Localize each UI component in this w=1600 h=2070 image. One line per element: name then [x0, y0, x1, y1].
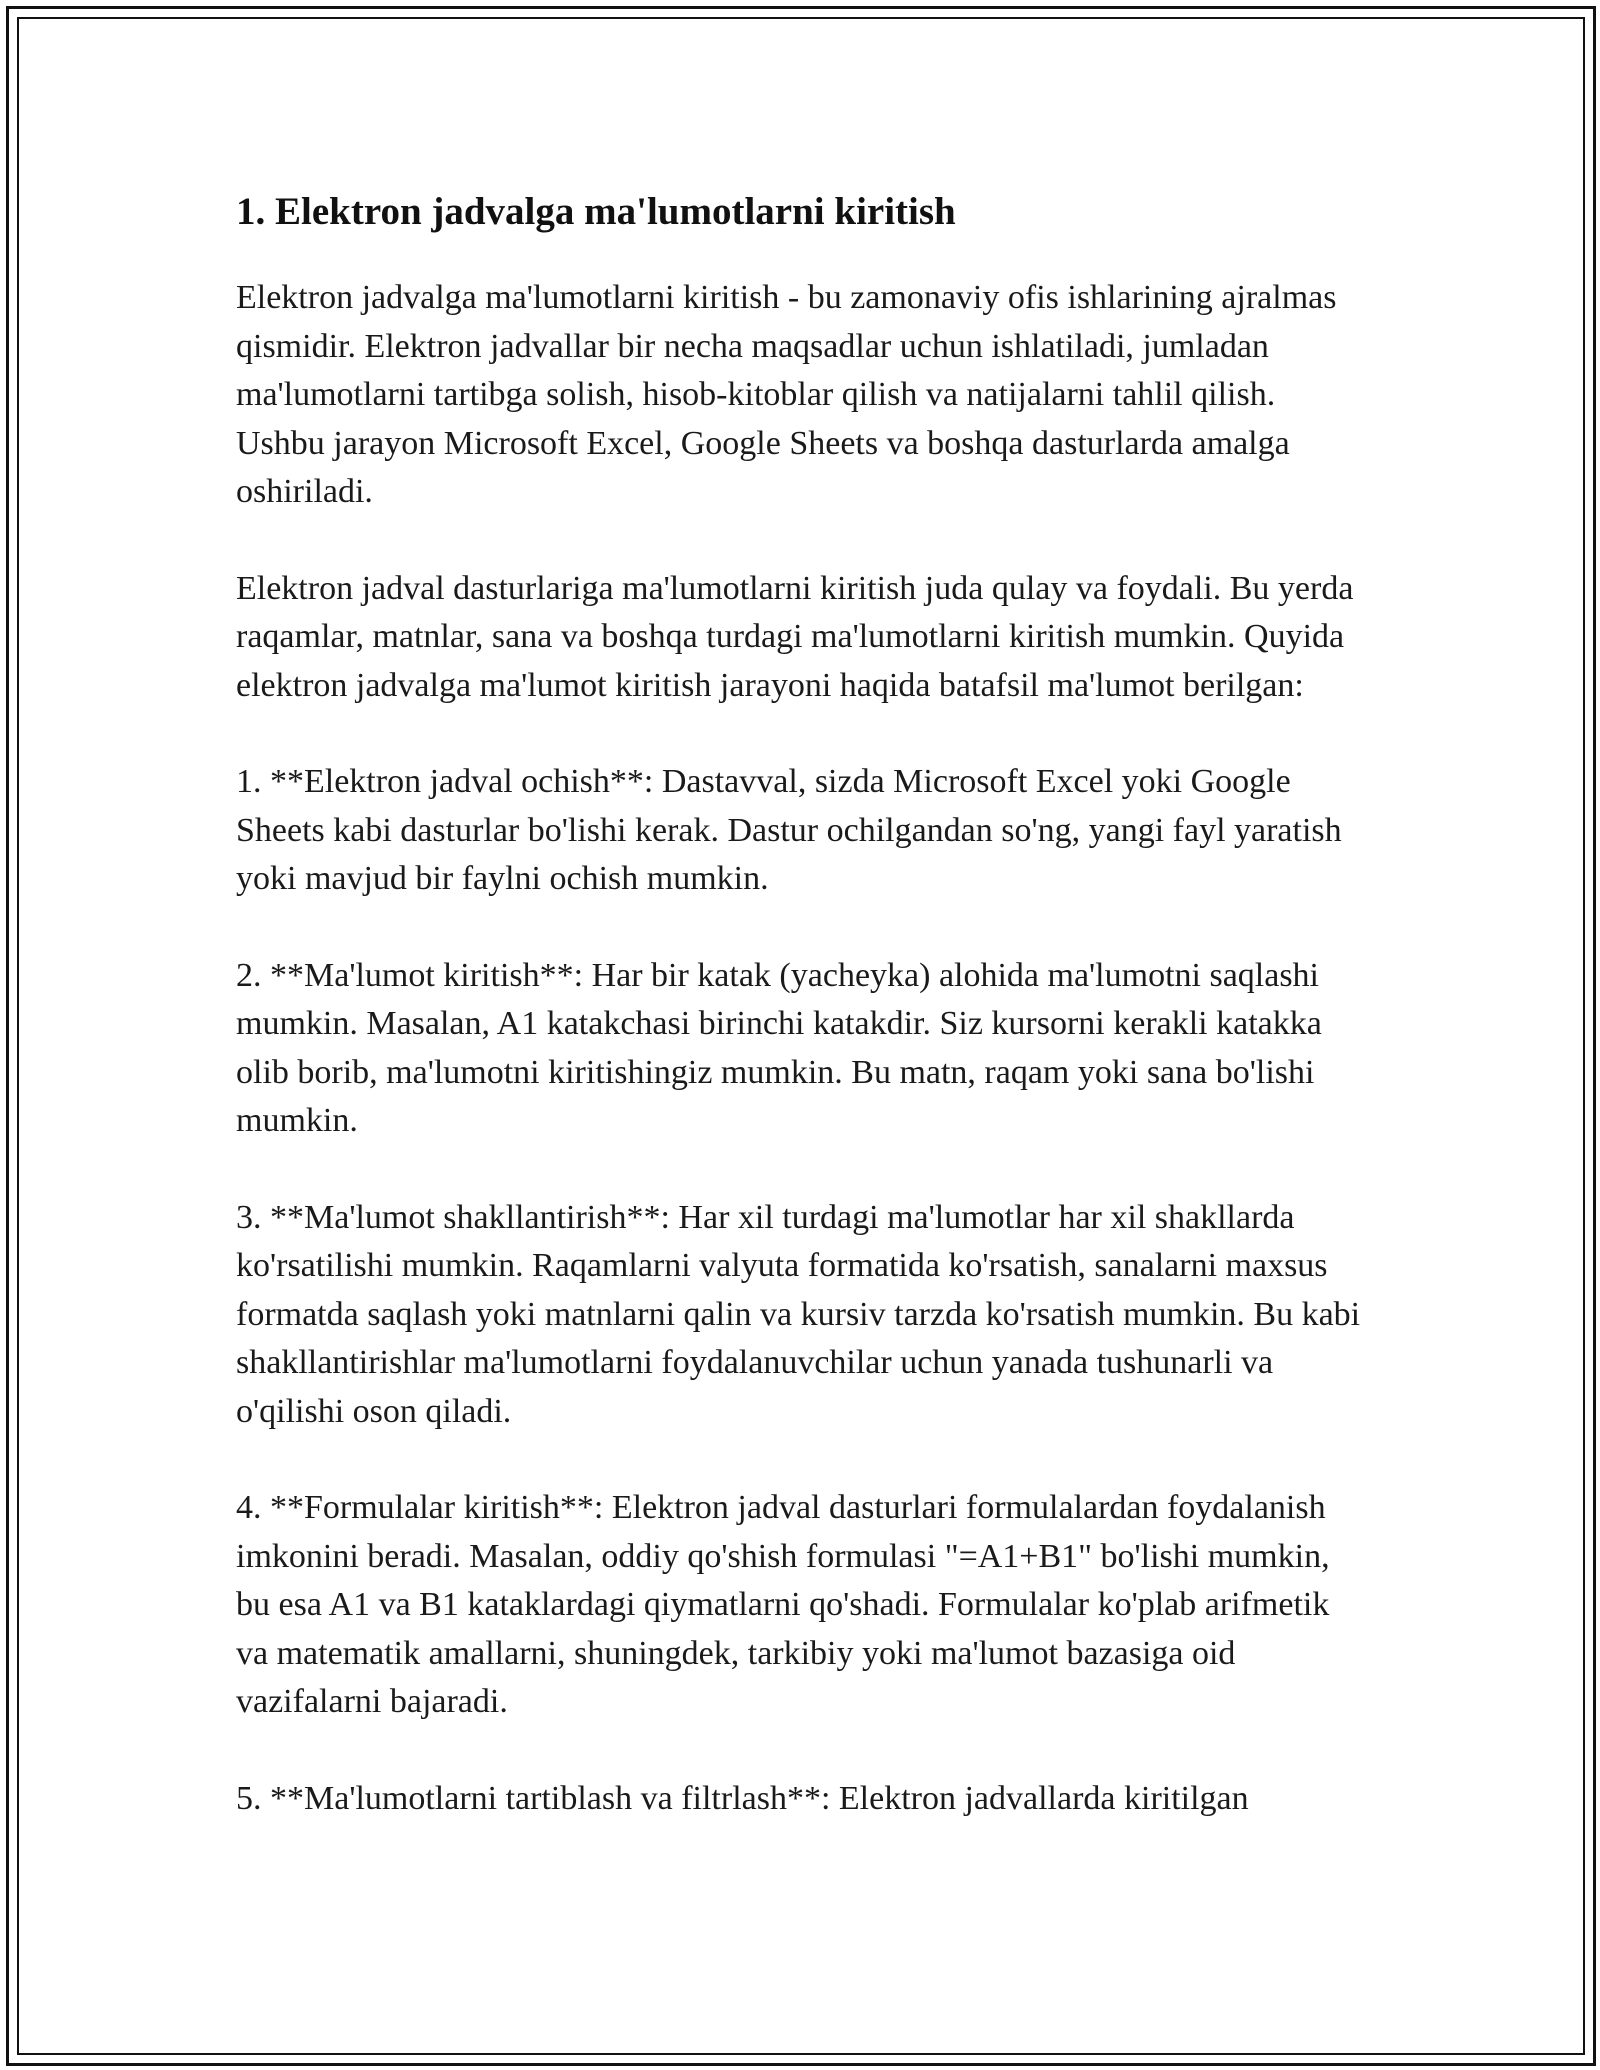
paragraph-step-1: 1. **Elektron jadval ochish**: Dastavval, sizda Microsoft Excel yoki Google Sheets kabi dasturlar bo'lishi kerak. Dastur ochilgandan so'ng, yangi fayl yaratish yoki mavjud bir faylni ochish mumkin.: [236, 763, 1342, 897]
paragraph-overview: Elektron jadval dasturlariga ma'lumotlarni kiritish juda qulay va foydali. Bu yerda raqamlar, matnlar, sana va boshqa turdagi ma'lumotlarni kiritish mumkin. Quyida elektron jadvalga ma'lumot kiritish jarayoni haqida batafsil ma'lumot berilgan:: [236, 569, 1354, 704]
section-heading: 1. Elektron jadvalga ma'lumotlarni kiritish: [236, 190, 956, 233]
document-body: [236, 186, 1366, 1823]
paragraph-intro: Elektron jadvalga ma'lumotlarni kiritish - bu zamonaviy ofis ishlarining ajralmas qismidir. Elektron jadvallar bir necha maqsadlar uchun ishlatiladi, jumladan ma'lumotlarni tartibga solish, hisob-kitoblar qilish va natijalarni tahlil qilish. Ushbu jarayon Microsoft Excel, Google Sheets va boshqa dasturlarda amalga oshiriladi.: [236, 279, 1337, 510]
paragraph-step-5: 5. **Ma'lumotlarni tartiblash va filtrlash**: Elektron jadvallarda kiritilgan: [236, 1779, 1249, 1817]
paragraph-step-3: 3. **Ma'lumot shakllantirish**: Har xil turdagi ma'lumotlar har xil shakllarda ko'rsatilishi mumkin. Raqamlarni valyuta formatida ko'rsatish, sanalarni maxsus formatda saqlash yoki matnlarni qalin va kursiv tarzda ko'rsatish mumkin. Bu kabi shakllantirishlar ma'lumotlarni foydalanuvchilar uchun yanada tushunarli va o'qilishi oson qiladi.: [236, 1198, 1361, 1430]
paragraph-step-4: 4. **Formulalar kiritish**: Elektron jadval dasturlari formulalardan foydalanish imkonini beradi. Masalan, oddiy qo'shish formulasi "=A1+B1" bo'lishi mumkin, bu esa A1 va B1 kataklardagi qiymatlarni qo'shadi. Formulalar ko'plab arifmetik va matematik amallarni, shuningdek, tarkibiy yoki ma'lumot bazasiga oid vazifalarni bajaradi.: [236, 1489, 1330, 1720]
paragraph-step-2: 2. **Ma'lumot kiritish**: Har bir katak (yacheyka) alohida ma'lumotni saqlashi mumkin. Masalan, A1 katakchasi birinchi katakdir. Siz kursorni kerakli katakka olib borib, ma'lumotni kiritishingiz mumkin. Bu matn, raqam yoki sana bo'lishi mumkin.: [236, 956, 1322, 1139]
